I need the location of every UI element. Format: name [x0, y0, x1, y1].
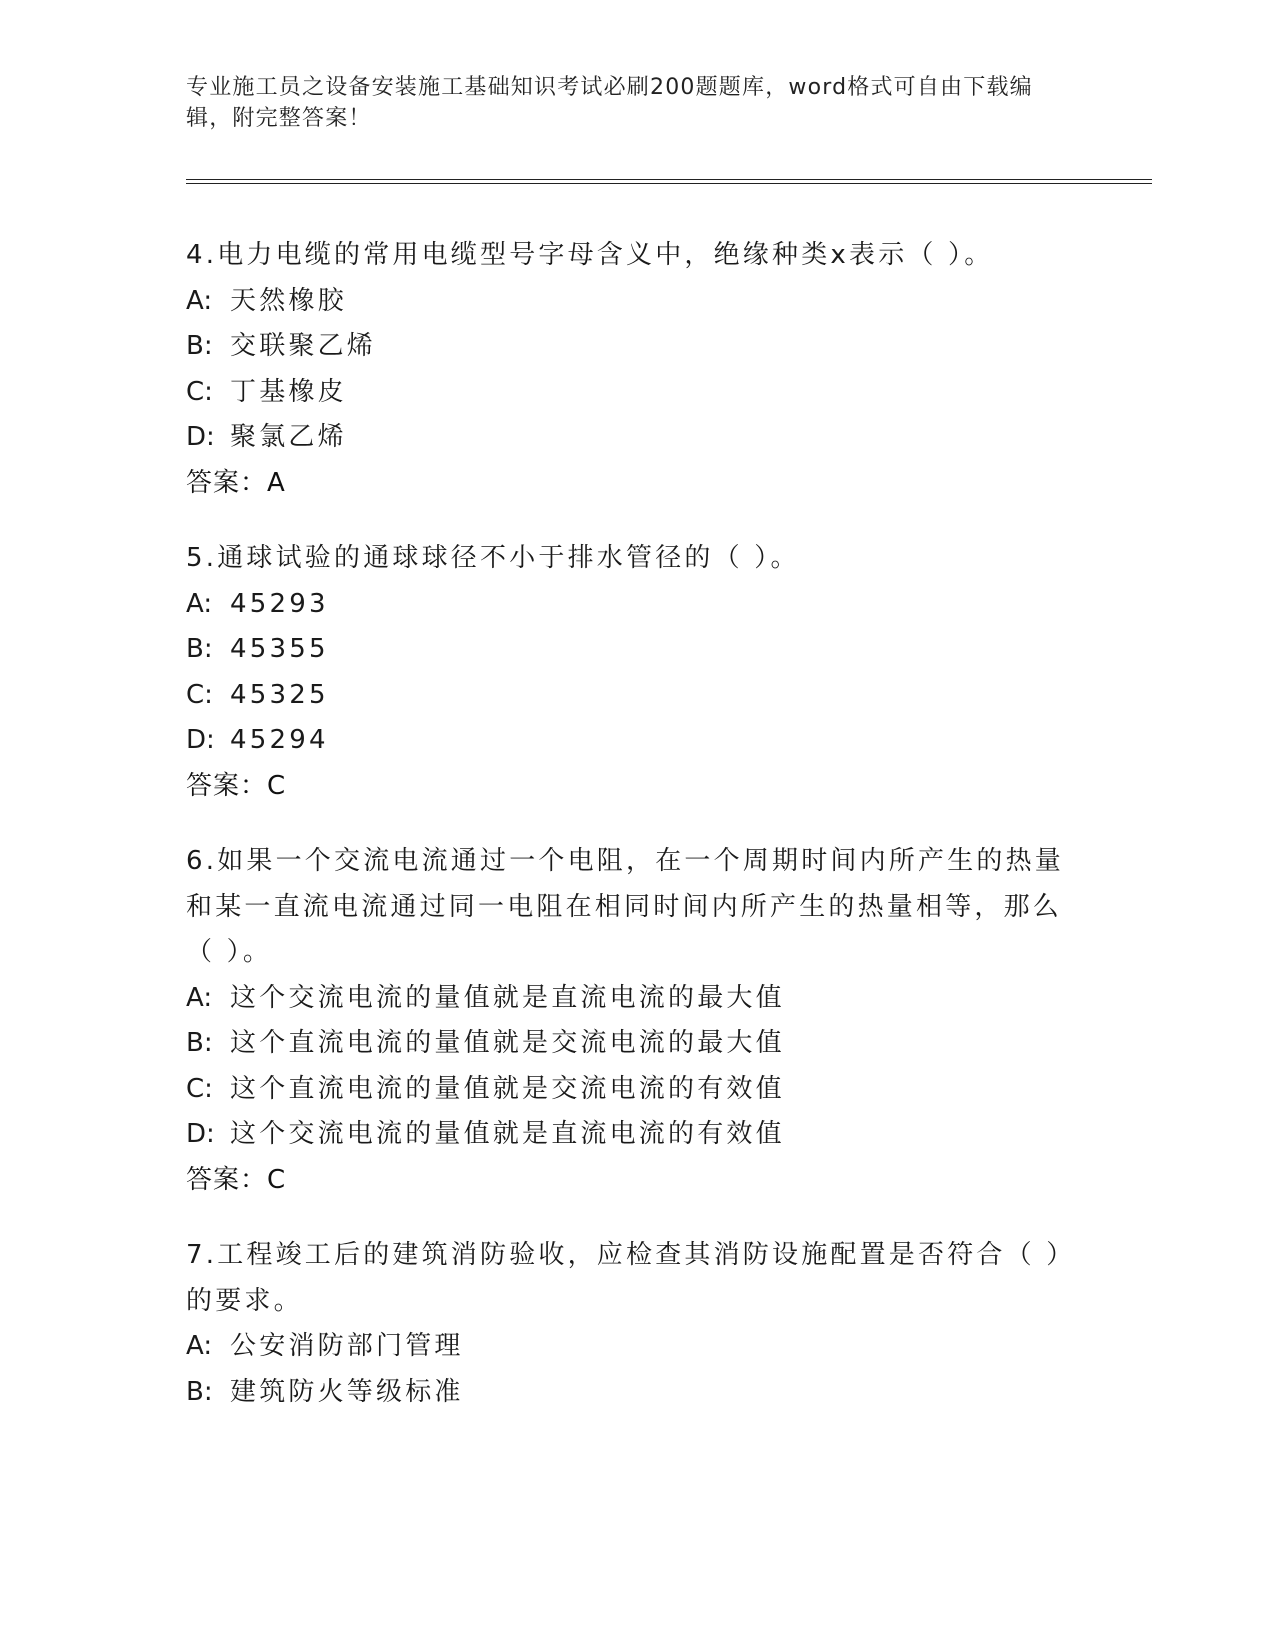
option-d: [186, 1112, 1066, 1158]
option-key: B:: [186, 634, 213, 664]
option-text: 这个交流电流的量值就是直流电流的最大值: [230, 982, 785, 1013]
option-key: D:: [186, 725, 215, 755]
answer-line: 答案：A: [186, 467, 286, 498]
option-key: A:: [186, 982, 213, 1013]
option-text: 45293: [230, 588, 329, 619]
option-text: 公安消防部门管理: [230, 1331, 464, 1361]
option-text: 这个直流电流的量值就是交流电流的最大值: [230, 1028, 785, 1058]
option-key: A:: [186, 285, 213, 316]
option-key: B:: [186, 331, 213, 361]
option-key: D:: [186, 1119, 215, 1149]
question-stem: 7.工程竣工后的建筑消防验收，应检查其消防设施配置是否符合（ ）的要求。: [186, 1240, 1063, 1316]
question-6: [186, 839, 1066, 1203]
option-text: 建筑防火等级标准: [230, 1376, 464, 1407]
option-b: [186, 627, 1066, 673]
option-d: [186, 718, 1066, 764]
option-text: 聚氯乙烯: [230, 422, 347, 452]
option-text: 天然橡胶: [230, 285, 347, 316]
answer-line: 答案：C: [186, 1164, 287, 1195]
question-list: [186, 233, 1066, 1445]
option-text: 这个交流电流的量值就是直流电流的有效值: [230, 1119, 785, 1149]
option-key: D:: [186, 422, 215, 452]
option-key: B:: [186, 1376, 213, 1407]
option-key: C:: [186, 679, 213, 710]
option-text: 45355: [230, 634, 329, 664]
option-key: C:: [186, 376, 213, 407]
option-a: [186, 976, 1066, 1022]
header-divider-top: [186, 179, 1152, 180]
option-d: [186, 415, 1066, 461]
option-c: [186, 1067, 1066, 1113]
option-text: 交联聚乙烯: [230, 331, 377, 361]
option-b: [186, 324, 1066, 370]
option-text: 45325: [230, 679, 329, 710]
option-b: [186, 1021, 1066, 1067]
question-stem: 6.如果一个交流电流通过一个电阻，在一个周期时间内所产生的热量和某一直流电流通过同一电阻在相同时间内所产生的热量相等，那么（ ）。: [186, 846, 1065, 967]
question-stem: 5.通球试验的通球球径不小于排水管径的（ ）。: [186, 543, 800, 573]
option-text: 这个直流电流的量值就是交流电流的有效值: [230, 1073, 785, 1104]
option-b: [186, 1370, 1066, 1416]
question-5: [186, 536, 1066, 809]
document-header: 专业施工员之设备安装施工基础知识考试必刷200题题库，word格式可自由下载编辑，附完整答案！: [186, 75, 1033, 131]
header-divider-bottom: [186, 183, 1152, 184]
question-7: [186, 1233, 1066, 1415]
option-key: B:: [186, 1028, 213, 1058]
option-text: 45294: [230, 725, 329, 755]
answer-line: 答案：C: [186, 770, 287, 801]
option-c: [186, 370, 1066, 416]
option-c: [186, 673, 1066, 719]
question-stem: 4.电力电缆的常用电缆型号字母含义中，绝缘种类x表示（ ）。: [186, 240, 994, 270]
option-key: A:: [186, 1331, 213, 1361]
option-a: [186, 1324, 1066, 1370]
option-text: 丁基橡皮: [230, 376, 347, 407]
question-4: [186, 233, 1066, 506]
option-a: [186, 279, 1066, 325]
option-key: A:: [186, 588, 213, 619]
option-key: C:: [186, 1073, 213, 1104]
option-a: [186, 582, 1066, 628]
